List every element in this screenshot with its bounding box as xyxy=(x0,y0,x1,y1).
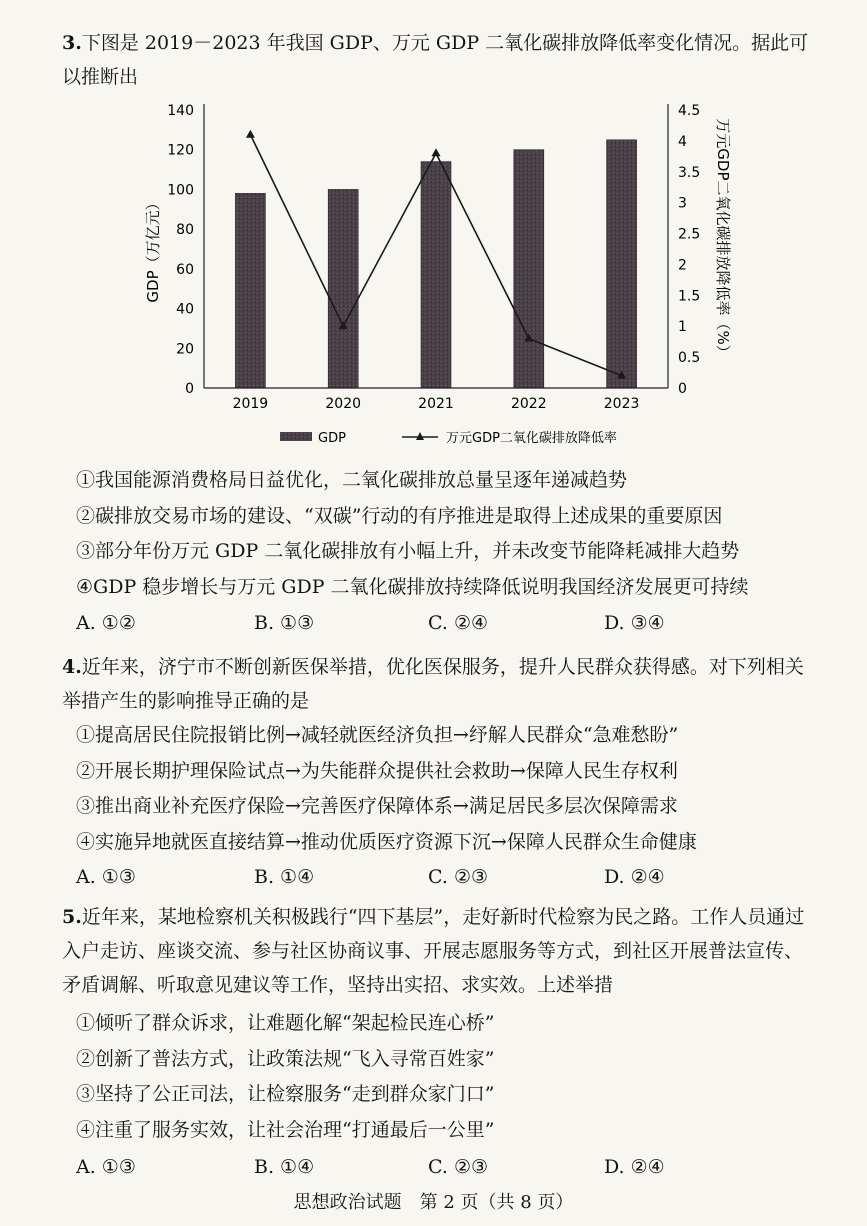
question-text: 下图是 2019－2023 年我国 GDP、万元 GDP 二氧化碳排放降低率变化情况。据此可以推断出 xyxy=(62,32,809,88)
legend-bar-swatch xyxy=(280,432,312,441)
x-tick-label: 2019 xyxy=(232,396,269,412)
answer-choice[interactable]: A. ①② xyxy=(76,612,136,634)
left-tick-label: 0 xyxy=(185,381,194,397)
gdp-bar xyxy=(421,162,451,388)
option-statement: ②开展长期护理保险试点→为失能群众提供社会救助→保障人民生存权利 xyxy=(76,759,678,782)
legend xyxy=(280,430,617,446)
answer-choice[interactable]: B. ①③ xyxy=(254,612,315,634)
gdp-bar xyxy=(328,189,358,388)
x-tick-label: 2021 xyxy=(418,396,454,412)
option-statement: ①提高居民住院报销比例→减轻就医经济负担→纾解人民群众“急难愁盼” xyxy=(76,724,679,746)
answer-choice[interactable]: A. ①③ xyxy=(76,866,136,888)
answer-choice[interactable]: B. ①④ xyxy=(254,1156,315,1178)
left-tick-label: 120 xyxy=(167,142,194,159)
answer-choice[interactable]: C. ②③ xyxy=(428,866,489,888)
option-statement: ④GDP 稳步增长与万元 GDP 二氧化碳排放持续降低说明我国经济发展更可持续 xyxy=(76,575,749,598)
left-tick-label: 60 xyxy=(176,261,194,278)
option-statement: ①我国能源消费格局日益优化，二氧化碳排放总量呈逐年递减趋势 xyxy=(76,469,628,491)
right-tick-label: 4.5 xyxy=(678,103,701,119)
rate-point xyxy=(432,148,441,156)
question-5-stem xyxy=(62,900,817,1002)
option-statement: ①倾听了群众诉求，让难题化解“架起检民连心桥” xyxy=(76,1012,495,1034)
gdp-co2-chart xyxy=(140,92,750,462)
gdp-bar xyxy=(514,150,544,388)
left-tick-label: 100 xyxy=(167,182,194,199)
option-statement: ②碳排放交易市场的建设、“双碳”行动的有序推进是取得上述成果的重要原因 xyxy=(76,504,723,527)
x-tick-label: 2020 xyxy=(325,396,362,412)
right-tick-label: 3 xyxy=(678,195,687,212)
x-axis-ticks xyxy=(233,396,640,412)
option-statement: ④实施异地就医直接结算→推动优质医疗资源下沉→保障人民群众生命健康 xyxy=(76,830,697,853)
y2-axis-label: 万元GDP二氧化碳排放降低率（%） xyxy=(714,118,732,360)
x-tick-label: 2023 xyxy=(603,396,640,412)
gdp-bar xyxy=(235,193,265,388)
y-axis-label: GDP（万亿元） xyxy=(144,195,162,303)
answer-choice[interactable]: A. ①③ xyxy=(76,1156,136,1178)
option-statement: ④注重了服务实效，让社会治理“打通最后一公里” xyxy=(76,1118,495,1141)
gdp-bar xyxy=(607,140,637,388)
left-tick-label: 140 xyxy=(167,103,194,119)
right-tick-label: 1 xyxy=(678,319,687,336)
option-statement: ③推出商业补充医疗保险→完善医疗保障体系→满足居民多层次保障需求 xyxy=(76,795,678,817)
right-tick-label: 3.5 xyxy=(678,164,701,181)
right-tick-label: 0 xyxy=(678,381,687,397)
option-statement: ②创新了普法方式，让政策法规“飞入寻常百姓家” xyxy=(76,1047,495,1070)
right-tick-label: 4 xyxy=(678,133,687,150)
left-tick-label: 20 xyxy=(176,341,194,358)
answer-choice[interactable]: B. ①④ xyxy=(254,866,315,888)
question-4-stem xyxy=(62,650,822,718)
answer-choice[interactable]: D. ②④ xyxy=(604,1156,665,1178)
rate-point xyxy=(246,130,255,138)
gdp-bars xyxy=(235,140,636,388)
answer-choice[interactable]: C. ②③ xyxy=(428,1156,489,1178)
question-number: 3. xyxy=(62,32,82,54)
left-tick-label: 40 xyxy=(176,301,194,318)
page-footer: 思想政治试题 第 2 页（共 8 页） xyxy=(293,1192,574,1213)
question-number: 5. xyxy=(62,906,82,928)
right-axis-ticks xyxy=(678,103,700,397)
answer-choice[interactable]: D. ③④ xyxy=(604,612,665,634)
question-number: 4. xyxy=(62,656,82,678)
answer-choice[interactable]: D. ②④ xyxy=(604,866,665,888)
option-statement: ③坚持了公正司法，让检察服务“走到群众家门口” xyxy=(76,1083,495,1105)
question-text: 近年来，某地检察机关积极践行“四下基层”，走好新时代检察为民之路。工作人员通过入户走访、座谈交流、参与社区协商议事、开展志愿服务等方式，到社区开展普法宣传、矛盾调解、听取意见建议等工作，坚持出实招、求实效。上述举措 xyxy=(62,906,805,996)
left-tick-label: 80 xyxy=(176,222,194,239)
option-statement: ③部分年份万元 GDP 二氧化碳排放有小幅上升，并未改变节能降耗减排大趋势 xyxy=(76,540,740,562)
right-tick-label: 2.5 xyxy=(678,226,701,243)
right-tick-label: 1.5 xyxy=(678,288,701,305)
question-3-stem xyxy=(62,26,822,94)
legend-gdp: GDP xyxy=(318,431,346,446)
x-tick-label: 2022 xyxy=(510,396,547,412)
legend-triangle-icon xyxy=(416,432,424,440)
answer-choice[interactable]: C. ②④ xyxy=(428,612,489,634)
right-tick-label: 2 xyxy=(678,257,687,274)
left-axis-ticks xyxy=(167,103,194,397)
legend-rate: 万元GDP二氧化碳排放降低率 xyxy=(446,431,617,446)
question-text: 近年来，济宁市不断创新医保举措，优化医保服务，提升人民群众获得感。对下列相关举措产生的影响推导正确的是 xyxy=(62,656,804,712)
right-tick-label: 0.5 xyxy=(678,350,701,367)
